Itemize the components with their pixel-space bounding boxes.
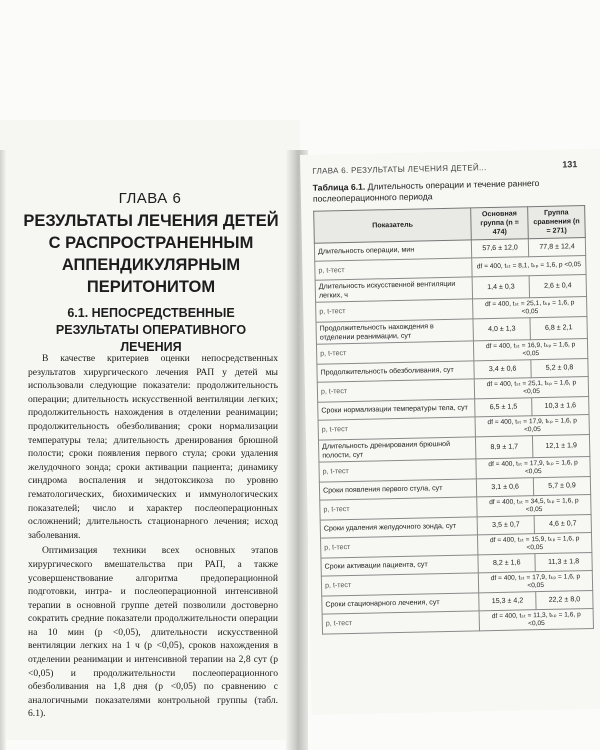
row-label: Сроки появления первого стула, сут [319,479,477,500]
main-group-value: 4,0 ± 1,3 [473,318,530,341]
left-body-text [28,352,278,723]
ttest-value: df = 400, tₛₜ = 17,9, tₖₚ = 1,6, p <0,05 [478,570,592,592]
comparison-group-value: 10,3 ± 1,6 [532,397,589,416]
main-group-value: 8,9 ± 1,7 [476,436,533,459]
comparison-group-value: 22,2 ± 8,0 [536,590,593,609]
row-label: Сроки удаления желудочного зонда, сут [320,517,478,538]
main-group-value: 6,5 ± 1,5 [475,398,532,417]
ttest-value: df = 400, tₛₜ = 8,1, tₖₚ = 1,6, p <0,05 [472,256,586,277]
comparison-group-value: 77,8 ± 12,4 [528,238,585,257]
comparison-group-value: 11,3 ± 1,8 [535,552,592,571]
header-indicator: Показатель [314,208,472,243]
section-title: 6.1. НЕПОСРЕДСТВЕННЫЕ РЕЗУЛЬТАТЫ ОПЕРАТИВНОГО ЛЕЧЕНИЯ [55,306,247,354]
ttest-value: df = 400, tₛₜ = 16,9, tₖₚ = 1,6, p <0,05 [474,339,588,361]
table-body [314,238,593,635]
chapter-label: ГЛАВА 6 [118,190,182,207]
paragraph-1: В качестве критериев оценки непосредственных результатов хирургического лечения РАП у детей мы использовали следующие показатели: продолжительность операции; длительность искусственной вентиляции легких; продолжительность нахождения в отделении реанимации; продолжительность обезболивания; сроки нормализации температуры тела; длительность дренирования брюшной полости; сроки появления первого стула; сроки удаления желудочного зонда; сроки активации пациента; динамику синдрома воспаления и эндотоксикоза по уровню гематологических, биохимических и иммунологических показателей; число и характер послеоперационных осложнений; длительность стационарного лечения; исход заболевания. [28,353,278,541]
ttest-value: df = 400, tₛₜ = 34,5, tₖₚ = 1,6, p <0,05 [477,494,591,516]
ttest-label: p, t-тест [321,535,479,558]
main-group-value: 57,6 ± 12,0 [471,239,528,258]
main-group-value: 1,4 ± 0,3 [472,276,529,299]
comparison-group-value: 5,2 ± 0,8 [531,359,588,378]
row-label: Длительность дренирования брюшной полости, сут [318,437,476,462]
comparison-group-value: 4,6 ± 0,7 [534,514,591,533]
main-group-value: 3,4 ± 0,6 [474,360,531,379]
ttest-label: p, t-тест [317,379,475,402]
chapter-title: РЕЗУЛЬТАТЫ ЛЕЧЕНИЯ ДЕТЕЙ С РАСПРОСТРАНЕННЫМ АППЕНДИКУЛЯРНЫМ ПЕРИТОНИТОМ [23,212,279,296]
left-page-edge [0,150,6,750]
results-table [313,205,594,635]
table-caption [313,177,585,205]
ttest-label: p, t-тест [321,573,479,596]
row-label: Сроки стационарного лечения, сут [322,593,480,614]
main-group-value: 8,2 ± 1,6 [478,554,535,573]
row-label: Длительность искусственной вентиляции легких, ч [315,277,473,302]
ttest-value: df = 400, tₛₜ = 25,1, tₖₚ = 1,6, p <0,05 [474,377,588,399]
header-main-group: Основная группа (n = 474) [471,207,529,240]
row-label: Продолжительность обезболивания, сут [317,361,475,382]
main-group-value: 3,5 ± 0,7 [477,516,534,535]
main-group-value: 3,1 ± 0,6 [476,478,533,497]
row-label: Сроки нормализации температуры тела, сут [318,399,476,420]
table-caption-text: Длительность операции и течение раннего послеоперационного периода [312,177,540,204]
ttest-value: df = 400, tₛₜ = 17,9, tₖₚ = 1,6, p <0,05 [476,456,590,478]
ttest-value: df = 400, tₛₜ = 15,9, tₖₚ = 1,6, p <0,05 [478,532,592,554]
right-page [300,149,600,715]
row-label: Сроки активации пациента, сут [321,555,479,576]
comparison-group-value: 2,6 ± 0,4 [529,275,586,298]
table-caption-label: Таблица 6.1. [312,181,366,193]
main-group-value: 15,3 ± 4,2 [479,592,536,611]
ttest-value: df = 400, tₛₜ = 25,1, tₖₚ = 1,6, p <0,05 [473,297,587,319]
ttest-label: p, t-тест [316,299,474,322]
row-label: Длительность операции, мин [314,240,472,261]
header-comparison-group: Группа сравнения (n = 271) [528,206,586,239]
ttest-label: p, t-тест [318,417,476,440]
ttest-value: df = 400, tₛₜ = 11,3, tₖₚ = 1,6, p <0,05 [479,608,593,630]
ttest-label: p, t-тест [322,611,480,634]
ttest-label: p, t-тест [316,341,474,364]
ttest-label: p, t-тест [315,258,473,280]
ttest-label: p, t-тест [319,459,477,482]
table-row-ttest [322,608,593,634]
page-number: 131 [562,159,578,170]
paragraph-2: Оптимизация техники всех основных этапов хирургического вмешательства при РАП, а также усовершенствование алгоритма предоперационной подготовки, интра- и послеоперационной интенсивной терапии в основной группе детей позволили достоверно сократить средние показатели продолжительности операции на 10 мин (p <0,05), длительности искусственной вентиляции легких на 1 ч (p <0,05), сроков нахождения в отделении реанимации и интенсивной терапии на 2,8 сут (p <0,05) и продолжительности послеоперационного обезболивания на 1,8 дня (p <0,05) по сравнению с аналогичными показателями контрольной группы (табл. 6.1). [28,545,278,720]
comparison-group-value: 6,8 ± 2,1 [530,317,587,340]
comparison-group-value: 5,7 ± 0,9 [533,476,590,495]
ttest-label: p, t-тест [320,497,478,520]
ttest-value: df = 400, tₛₜ = 17,9, tₖₚ = 1,6, p <0,05 [475,415,589,437]
row-label: Продолжительность нахождения в отделении реанимации, сут [316,319,474,344]
running-head: ГЛАВА 6. РЕЗУЛЬТАТЫ ЛЕЧЕНИЯ ДЕТЕЙ... [312,163,487,176]
comparison-group-value: 12,1 ± 1,9 [533,435,590,458]
